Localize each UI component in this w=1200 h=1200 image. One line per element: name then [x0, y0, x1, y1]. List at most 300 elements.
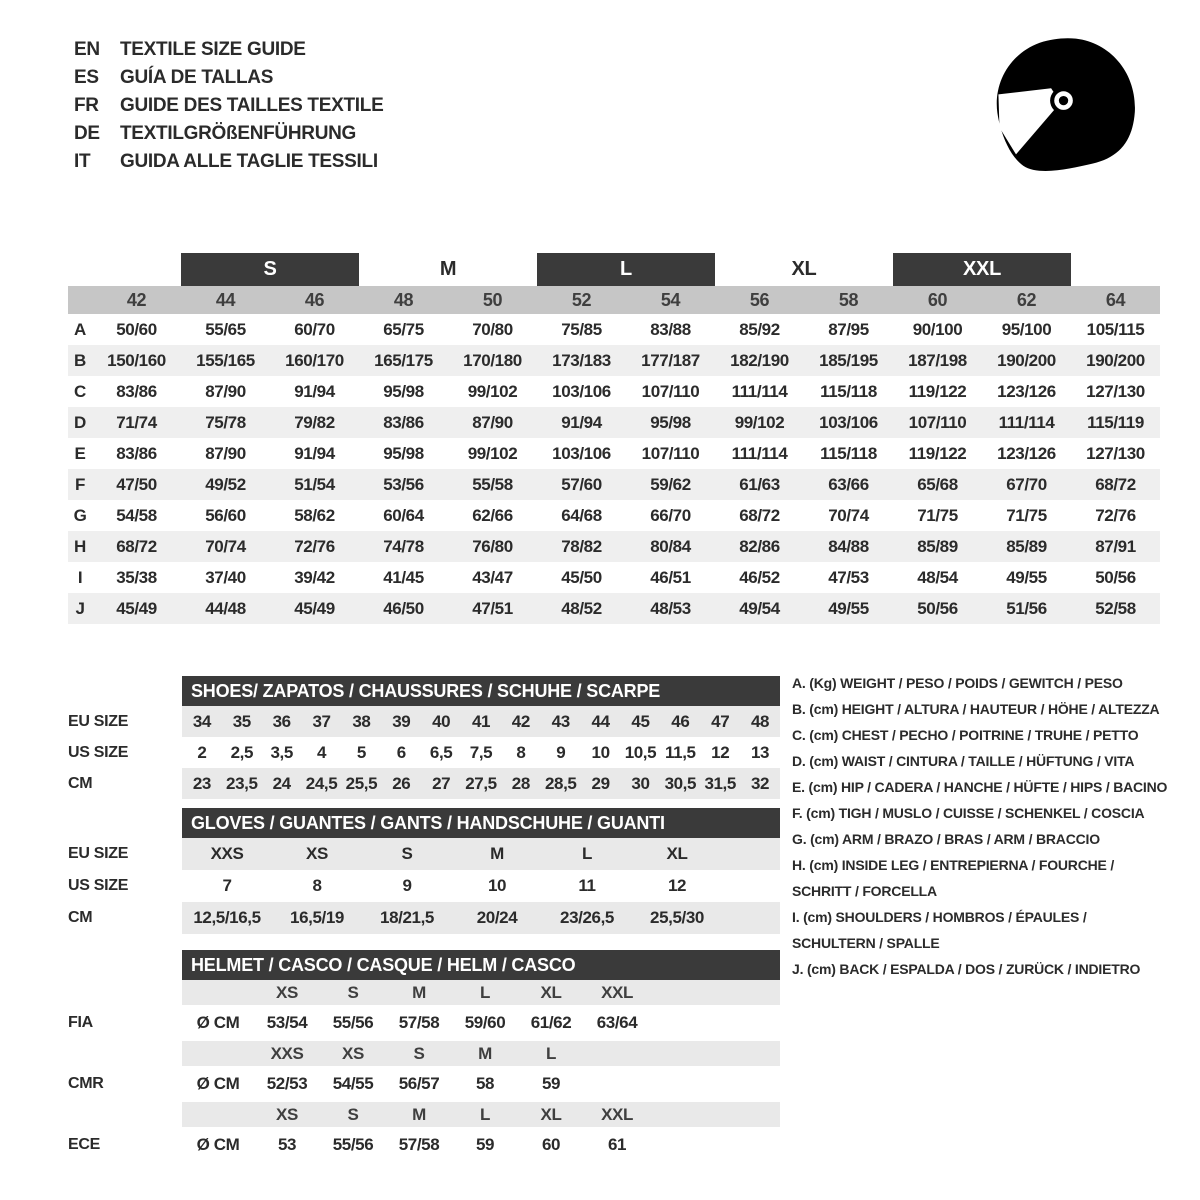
shoes-table-rows [68, 706, 780, 799]
helmet-value-cell: 59/60 [464, 1013, 506, 1032]
size-value-cell: 76/80 [472, 536, 513, 556]
size-value-cell: 53/56 [383, 474, 424, 494]
size-value-cell: 55/58 [472, 474, 513, 494]
language-row [74, 92, 383, 120]
helmet-value-cell: 58 [475, 1074, 495, 1093]
size-value-cell: 66/70 [650, 505, 691, 525]
shoes-value-cell: 47 [711, 711, 730, 731]
row-label: H [74, 536, 86, 556]
gloves-value-cell: XXS [210, 844, 244, 863]
size-value-cell: 45/50 [561, 567, 602, 587]
shoes-value-cell: 27 [432, 773, 451, 793]
size-value-cell: 41/45 [383, 567, 424, 587]
size-value-cell: 70/74 [205, 536, 246, 556]
helmet-size-label: S [413, 1043, 425, 1063]
size-value-cell: 119/122 [908, 443, 967, 463]
size-value-cell: 71/75 [1006, 505, 1047, 525]
helmet-standard-values [182, 1005, 780, 1041]
language-code: IT [74, 151, 91, 172]
size-value-cell: 150/160 [107, 350, 166, 370]
shoes-value-cell: 7,5 [469, 742, 493, 762]
size-value-cell: 95/100 [1001, 319, 1052, 339]
gloves-value-cell: 7 [222, 876, 232, 895]
size-value-cell: 83/86 [383, 412, 424, 432]
size-value-cell: 87/91 [1095, 536, 1136, 556]
size-value-cell: 82/86 [739, 536, 780, 556]
helmet-size-label [584, 1041, 650, 1066]
size-group-s: S [181, 253, 359, 286]
helmet-standard-row-cmr [68, 1066, 780, 1102]
row-label: J [75, 598, 85, 618]
shoes-value-cell: 24,5 [305, 773, 338, 793]
diameter-unit-label: Ø CM [196, 1074, 240, 1093]
shoes-value-cell: 23,5 [226, 773, 258, 793]
size-value-cell: 123/126 [997, 381, 1056, 401]
gloves-row-values [182, 870, 780, 902]
language-code: EN [74, 39, 100, 60]
size-value-cell: 165/175 [374, 350, 433, 370]
shoes-value-cell: 3,5 [270, 742, 293, 762]
language-title: GUIDE DES TAILLES TEXTILE [120, 95, 384, 116]
size-value-cell: 74/78 [383, 536, 424, 556]
size-row-j [68, 593, 1160, 624]
size-value-cell: 95/98 [383, 443, 424, 463]
size-value-cell: 50/56 [1095, 567, 1136, 587]
size-value-cell: 50/60 [116, 319, 157, 339]
gloves-row [68, 838, 780, 870]
size-value-cell: 83/86 [116, 381, 157, 401]
size-value-cell: 75/85 [561, 319, 602, 339]
helmet-value-cell: 63/64 [596, 1013, 638, 1032]
helmet-size-table [68, 950, 780, 1163]
shoes-value-cell: 40 [432, 711, 451, 731]
helmet-value-cell: 52/53 [266, 1074, 308, 1093]
shoes-value-cell: 10 [591, 742, 610, 762]
size-value-cell: 107/110 [641, 443, 700, 463]
helmet-value-cell: 55/56 [332, 1013, 374, 1032]
helmet-standard-label: CMR [68, 1075, 104, 1092]
size-group-m: M [439, 258, 457, 280]
row-label: C [74, 381, 86, 401]
size-value-cell: 182/190 [730, 350, 789, 370]
size-value-cell: 173/183 [552, 350, 611, 370]
size-value-cell: 64/68 [561, 505, 602, 525]
shoes-value-cell: 46 [671, 711, 690, 731]
helmet-size-label: L [480, 1104, 490, 1124]
gloves-table-title: GLOVES / GUANTES / GANTS / HANDSCHUHE / GUANTI [182, 808, 780, 838]
helmet-standard-row-fia [68, 1005, 780, 1041]
size-value-cell: 107/110 [641, 381, 700, 401]
size-value-cell: 68/72 [116, 536, 157, 556]
size-group-l: L [537, 253, 715, 286]
language-row [74, 64, 383, 92]
size-value-cell: 111/114 [731, 443, 788, 463]
size-column-header: 52 [571, 289, 592, 310]
size-value-cell: 155/165 [196, 350, 255, 370]
shoes-value-cell: 9 [556, 742, 566, 762]
band-spacer [68, 286, 92, 314]
size-value-cell: 48/53 [650, 598, 691, 618]
size-value-cell: 47/51 [472, 598, 513, 618]
size-row-d [68, 407, 1160, 438]
gloves-value-cell: S [401, 844, 413, 863]
size-value-cell: 63/66 [828, 474, 869, 494]
shoes-value-cell: 11,5 [665, 742, 696, 762]
header-spacer [68, 676, 182, 706]
helmet-value-cell: 59 [475, 1135, 495, 1154]
legend-item-line: A. (Kg) WEIGHT / PESO / POIDS / GEWITCH / PESO [792, 675, 1123, 691]
size-value-cell: 37/40 [205, 567, 246, 587]
size-value-cell: 52/58 [1095, 598, 1136, 618]
size-value-cell: 71/74 [116, 412, 157, 432]
size-row-c [68, 376, 1160, 407]
size-value-cell: 115/119 [1087, 412, 1144, 432]
diameter-unit-label: Ø CM [196, 1013, 240, 1032]
legend-item-line: J. (cm) BACK / ESPALDA / DOS / ZURÜCK / INDIETRO [792, 961, 1141, 977]
helmet-value-cell: 61/62 [530, 1013, 572, 1032]
size-value-cell: 115/118 [820, 381, 877, 401]
helmet-size-band-fia [68, 980, 780, 1005]
size-value-cell: 65/68 [917, 474, 958, 494]
helmet-value-cell [584, 1066, 650, 1102]
shoes-value-cell: 30,5 [664, 773, 697, 793]
size-value-cell: 99/102 [467, 443, 518, 463]
shoes-value-cell: 35 [232, 711, 251, 731]
helmet-size-label: XXS [270, 1043, 304, 1063]
size-group-xxl: XXL [893, 253, 1071, 286]
size-column-band [68, 286, 1160, 314]
shoes-value-cell: 28,5 [544, 773, 577, 793]
size-value-cell: 185/195 [819, 350, 878, 370]
shoes-value-cell: 5 [356, 742, 366, 762]
helmet-size-band-values [182, 980, 780, 1005]
size-column-header: 64 [1105, 289, 1126, 310]
shoes-value-cell: 44 [591, 711, 610, 731]
size-value-cell: 170/180 [463, 350, 522, 370]
legend-item-line: F. (cm) TIGH / MUSLO / CUISSE / SCHENKEL / COSCIA [792, 805, 1145, 821]
helmet-value-cell: 57/58 [398, 1013, 440, 1032]
size-value-cell: 48/52 [561, 598, 602, 618]
size-value-cell: 80/84 [650, 536, 691, 556]
size-value-cell: 47/53 [828, 567, 869, 587]
size-value-cell: 59/62 [650, 474, 691, 494]
size-value-cell: 71/75 [917, 505, 958, 525]
gloves-row-label: US SIZE [68, 877, 129, 894]
shoes-value-cell: 8 [516, 742, 526, 762]
size-value-cell: 58/62 [294, 505, 335, 525]
size-value-cell: 123/126 [997, 443, 1056, 463]
helmet-value-cell: 56/57 [398, 1074, 440, 1093]
helmet-standard-row-ece [68, 1127, 780, 1163]
size-value-cell: 67/70 [1006, 474, 1047, 494]
helmet-size-label: S [347, 1104, 359, 1124]
shoes-value-cell: 13 [751, 742, 770, 762]
helmet-size-label: M [478, 1043, 492, 1063]
legend-item-line: D. (cm) WAIST / CINTURA / TAILLE / HÜFTUNG / VITA [792, 753, 1135, 769]
shoes-value-cell: 38 [352, 711, 371, 731]
size-value-cell: 160/170 [285, 350, 344, 370]
helmet-size-band-values [182, 1102, 780, 1127]
language-code: ES [74, 67, 99, 88]
helmet-standard-label: FIA [68, 1014, 93, 1031]
helmet-standard-values [182, 1066, 780, 1102]
size-value-cell: 95/98 [650, 412, 691, 432]
size-value-cell: 60/64 [383, 505, 424, 525]
size-value-cell: 45/49 [116, 598, 157, 618]
size-column-header: 60 [927, 289, 948, 310]
row-label: D [74, 412, 86, 432]
size-value-cell: 111/114 [998, 412, 1055, 432]
size-row-f [68, 469, 1160, 500]
language-title: GUÍA DE TALLAS [120, 67, 274, 88]
size-value-cell: 85/89 [1006, 536, 1047, 556]
shoes-row [68, 737, 780, 768]
helmet-value-cell: 55/56 [332, 1135, 374, 1154]
size-value-cell: 35/38 [116, 567, 157, 587]
unit-spacer [182, 1102, 254, 1127]
size-value-cell: 95/98 [383, 381, 424, 401]
gloves-value-cell: XS [306, 844, 328, 863]
size-value-cell: 115/118 [820, 443, 877, 463]
size-value-cell: 49/55 [828, 598, 869, 618]
legend-item-line: H. (cm) INSIDE LEG / ENTREPIERNA / FOURCHE / [792, 857, 1115, 873]
size-row-a [68, 314, 1160, 345]
shoes-value-cell: 6 [396, 742, 406, 762]
helmet-size-label: XS [342, 1043, 364, 1063]
size-value-cell: 177/187 [641, 350, 700, 370]
language-row [74, 120, 383, 148]
row-label: B [74, 350, 86, 370]
size-value-cell: 72/76 [294, 536, 335, 556]
legend-item-line: SCHULTERN / SPALLE [792, 935, 940, 951]
shoes-value-cell: 41 [471, 711, 491, 731]
size-value-cell: 51/56 [1006, 598, 1047, 618]
size-row-h [68, 531, 1160, 562]
helmet-size-label: L [480, 982, 490, 1002]
size-value-cell: 68/72 [1095, 474, 1136, 494]
size-row-i [68, 562, 1160, 593]
size-value-cell: 46/50 [383, 598, 424, 618]
shoes-value-cell: 43 [551, 711, 570, 731]
shoes-row-values [182, 768, 780, 799]
size-value-cell: 105/115 [1086, 319, 1145, 339]
row-label: E [74, 443, 86, 463]
measurement-legend [792, 670, 1194, 982]
header-spacer [68, 950, 182, 980]
size-value-cell: 60/70 [294, 319, 335, 339]
helmet-size-label: L [546, 1043, 556, 1063]
shoes-value-cell: 28 [511, 773, 530, 793]
shoes-table-title: SHOES/ ZAPATOS / CHAUSSURES / SCHUHE / SCARPE [182, 676, 780, 706]
size-value-cell: 48/54 [917, 567, 958, 587]
language-title: GUIDA ALLE TAGLIE TESSILI [120, 151, 378, 172]
language-code: FR [74, 95, 99, 116]
shoes-value-cell: 2 [197, 742, 207, 762]
shoes-value-cell: 29 [591, 773, 610, 793]
helmet-size-label: S [347, 982, 359, 1002]
gloves-row-values [182, 838, 780, 870]
row-label: A [74, 319, 86, 339]
racing-helmet-icon [985, 28, 1140, 198]
header-spacer [68, 808, 182, 838]
row-label: F [75, 474, 85, 494]
size-value-cell: 84/88 [828, 536, 869, 556]
gloves-value-cell: L [582, 844, 592, 863]
helmet-value-cell: 61 [607, 1135, 627, 1154]
size-value-cell: 103/106 [819, 412, 878, 432]
band-spacer [68, 1102, 182, 1127]
size-group-row [68, 253, 1160, 286]
size-value-cell: 79/82 [294, 412, 335, 432]
size-value-cell: 43/47 [472, 567, 513, 587]
size-value-cell: 56/60 [205, 505, 246, 525]
shoes-row [68, 706, 780, 737]
size-column-header: 50 [482, 289, 503, 310]
shoes-value-cell: 34 [192, 711, 211, 731]
legend-item-line: B. (cm) HEIGHT / ALTURA / HAUTEUR / HÖHE / ALTEZZA [792, 701, 1160, 717]
size-column-header: 56 [749, 289, 770, 310]
helmet-value-cell: 54/55 [332, 1074, 374, 1093]
gloves-value-cell: M [490, 844, 504, 863]
size-column-header: 44 [215, 289, 236, 310]
shoes-value-cell: 48 [751, 711, 770, 731]
size-value-cell: 49/55 [1006, 567, 1047, 587]
helmet-value-cell: 53 [277, 1135, 297, 1154]
size-value-cell: 72/76 [1095, 505, 1136, 525]
size-value-cell: 55/65 [205, 319, 246, 339]
size-row-b [68, 345, 1160, 376]
gloves-row-label: EU SIZE [68, 845, 129, 862]
size-value-cell: 187/198 [908, 350, 967, 370]
helmet-size-band-values [182, 1041, 780, 1066]
size-value-cell: 103/106 [552, 443, 611, 463]
size-value-cell: 85/92 [739, 319, 780, 339]
size-value-cell: 46/52 [739, 567, 780, 587]
helmet-table-header [68, 950, 780, 980]
size-value-cell: 70/80 [472, 319, 513, 339]
unit-spacer [182, 980, 254, 1005]
size-value-cell: 91/94 [294, 443, 335, 463]
helmet-value-cell: 60 [541, 1135, 561, 1154]
gloves-value-cell: 8 [312, 876, 322, 895]
gloves-table-header [68, 808, 780, 838]
size-column-header: 54 [660, 289, 681, 310]
shoes-value-cell: 24 [272, 773, 291, 793]
helmet-size-label: XXL [601, 1104, 633, 1124]
gloves-row [68, 902, 780, 934]
helmet-value-cell: 53/54 [266, 1013, 308, 1032]
size-value-cell: 87/90 [205, 443, 246, 463]
helmet-size-label: M [412, 982, 426, 1002]
gloves-row-label: CM [68, 909, 93, 926]
size-value-cell: 127/130 [1086, 381, 1145, 401]
size-value-cell: 54/58 [116, 505, 157, 525]
shoes-table [68, 676, 780, 799]
gloves-table-rows [68, 838, 780, 934]
shoes-value-cell: 39 [392, 711, 411, 731]
size-value-cell: 49/54 [739, 598, 780, 618]
size-value-cell: 62/66 [472, 505, 513, 525]
size-value-cell: 85/89 [917, 536, 958, 556]
size-column-header: 42 [126, 289, 147, 310]
gloves-value-cell: 23/26,5 [560, 908, 614, 927]
size-column-header: 58 [838, 289, 859, 310]
shoes-row-label: US SIZE [68, 743, 129, 761]
size-column-header: 62 [1016, 289, 1037, 310]
legend-item-line: SCHRITT / FORCELLA [792, 883, 937, 899]
language-title: TEXTILGRÖßENFÜHRUNG [120, 123, 357, 144]
helmet-table-title: HELMET / CASCO / CASQUE / HELM / CASCO [182, 950, 780, 980]
shoes-row [68, 768, 780, 799]
size-value-cell: 90/100 [912, 319, 963, 339]
legend-item-line: E. (cm) HIP / CADERA / HANCHE / HÜFTE / HIPS / BACINO [792, 779, 1168, 795]
helmet-value-cell: 57/58 [398, 1135, 440, 1154]
size-value-cell: 87/90 [205, 381, 246, 401]
size-value-cell: 103/106 [552, 381, 611, 401]
size-value-cell: 87/90 [472, 412, 513, 432]
size-column-header: 46 [304, 289, 325, 310]
shoes-table-header [68, 676, 780, 706]
diameter-unit-label: Ø CM [196, 1135, 240, 1154]
shoes-value-cell: 10,5 [624, 742, 657, 762]
gloves-table [68, 808, 780, 934]
size-row-g [68, 500, 1160, 531]
language-list [74, 36, 383, 176]
shoes-row-values [182, 706, 780, 737]
size-value-cell: 61/63 [739, 474, 780, 494]
unit-spacer [182, 1041, 254, 1066]
size-value-cell: 65/75 [383, 319, 424, 339]
gloves-value-cell: 10 [487, 876, 507, 895]
size-value-cell: 70/74 [828, 505, 869, 525]
language-title: TEXTILE SIZE GUIDE [120, 39, 306, 60]
size-value-cell: 50/56 [917, 598, 958, 618]
size-value-cell: 127/130 [1086, 443, 1145, 463]
size-row-e [68, 438, 1160, 469]
language-row [74, 36, 383, 64]
legend-item-line: G. (cm) ARM / BRAZO / BRAS / ARM / BRACCIO [792, 831, 1100, 847]
size-value-cell: 57/60 [561, 474, 602, 494]
shoes-value-cell: 23 [192, 773, 211, 793]
size-value-cell: 190/200 [1086, 350, 1145, 370]
shoes-value-cell: 30 [631, 773, 650, 793]
gloves-row [68, 870, 780, 902]
size-value-cell: 45/49 [294, 598, 335, 618]
legend-item-line: C. (cm) CHEST / PECHO / POITRINE / TRUHE / PETTO [792, 727, 1139, 743]
helmet-size-label: M [412, 1104, 426, 1124]
garment-size-rows [68, 314, 1160, 624]
helmet-size-label: XS [276, 1104, 298, 1124]
language-row [74, 148, 383, 176]
shoes-value-cell: 36 [272, 711, 291, 731]
size-value-cell: 49/52 [205, 474, 246, 494]
gloves-value-cell: 11 [578, 876, 596, 895]
helmet-size-label: XL [540, 982, 562, 1002]
gloves-value-cell: 18/21,5 [380, 908, 434, 927]
size-column-header: 48 [393, 289, 414, 310]
size-value-cell: 111/114 [731, 381, 788, 401]
shoes-value-cell: 6,5 [429, 742, 453, 762]
size-value-cell: 51/54 [294, 474, 335, 494]
shoes-row-label: EU SIZE [68, 712, 129, 730]
row-label: G [73, 505, 87, 525]
size-value-cell: 47/50 [116, 474, 157, 494]
helmet-size-band-cmr [68, 1041, 780, 1066]
shoes-value-cell: 31,5 [704, 773, 736, 793]
gloves-value-cell: 9 [402, 876, 412, 895]
size-value-cell: 190/200 [997, 350, 1056, 370]
helmet-standard-values [182, 1127, 780, 1163]
